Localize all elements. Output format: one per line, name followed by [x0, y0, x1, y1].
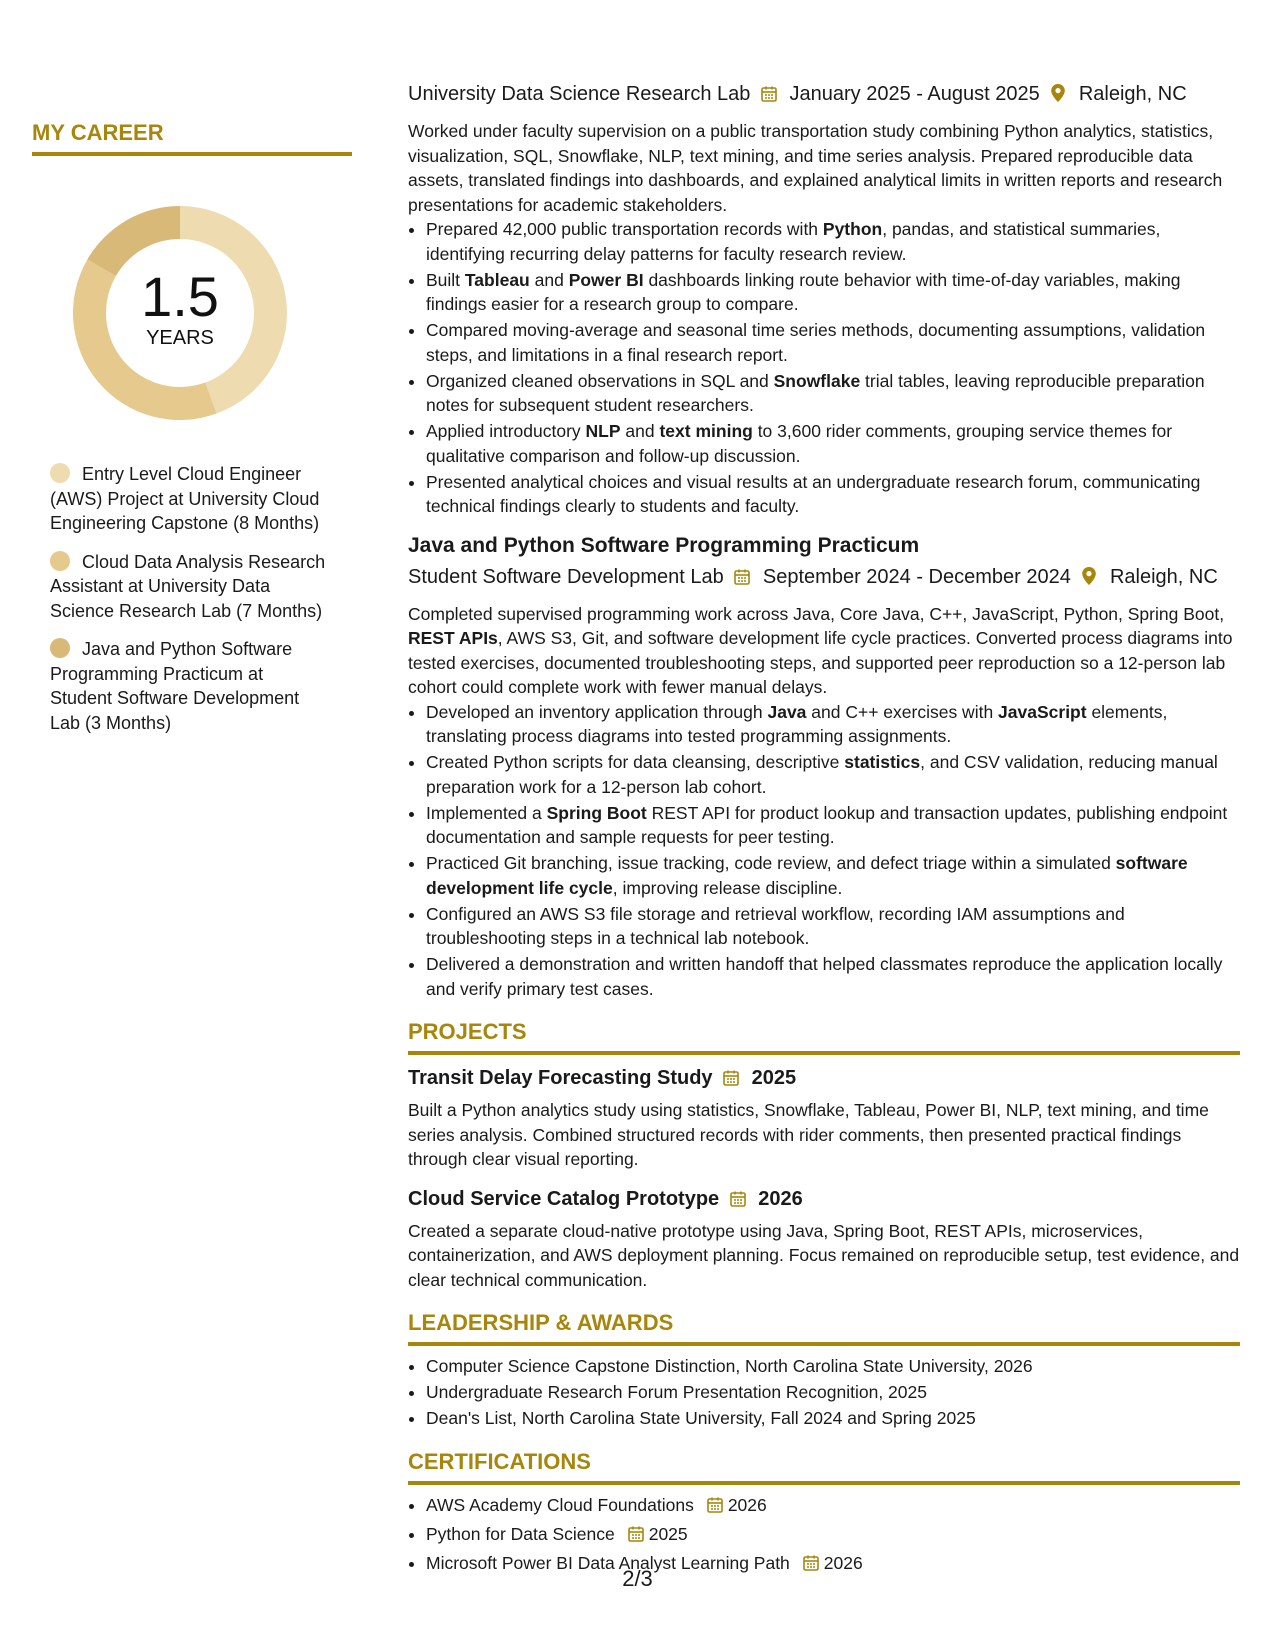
text: Prepared 42,000 public transportation records with [426, 219, 823, 239]
bullet: • Presented analytical choices and visual results at an undergraduate research forum, communicating technical findings clearly to students and faculty. [426, 470, 1240, 519]
role1-meta [408, 78, 1240, 113]
text: Completed supervised programming work across Java, Core Java, C++, JavaScript, Python, Spring Boot, [408, 603, 1225, 624]
project-title: Transit Delay Forecasting Study [408, 1067, 713, 1089]
bold-text: Tableau [464, 269, 530, 290]
bullet [426, 851, 1240, 900]
cert-year: 2025 [648, 1523, 688, 1544]
legend-item [50, 637, 330, 735]
bullet [426, 700, 1240, 749]
text: Organized cleaned observations in SQL and [426, 370, 774, 391]
project-desc: Created a separate cloud-native prototype using Java, Spring Boot, REST APIs, microservices, containerization, and AWS deployment planning. Focus remained on reproducible setup, test evidence, and clear technical communication. [408, 1220, 1240, 1290]
donut-center [65, 265, 295, 350]
bullet [426, 369, 1240, 418]
role2-org: Student Software Development Lab [408, 565, 724, 588]
text: Built [426, 269, 465, 290]
cert-name: Microsoft Power BI Data Analyst Learning Path [426, 1552, 790, 1573]
project-year: 2026 [758, 1187, 803, 1210]
bold-text: JavaScript [998, 701, 1087, 722]
text: , AWS S3, Git, and software development life cycle practices. Converted process diagrams into tested exercises, documented troubleshooting steps, and supported peer reproduction so a 12-person lab cohort could complete work with fewer manual delays. [408, 628, 1233, 697]
bold-text: Java [767, 701, 807, 722]
text: Implemented a [426, 802, 547, 823]
role1-summary: Worked under faculty supervision on a public transportation study combining Python analytics, statistics, visualization, SQL, Snowflake, NLP, text mining, and time series analysis. Prepared reproducible data assets, translated findings into dashboards, and explained analytical limits in written reports and research presentations for academic stakeholders. [408, 121, 1223, 215]
years-unit: YEARS [146, 327, 214, 349]
cert-item [426, 1522, 1240, 1550]
calendar-icon [733, 564, 751, 596]
text: and [529, 269, 569, 290]
legend-dot-3 [50, 638, 70, 658]
role1-bullets [408, 217, 1240, 519]
text: Practiced Git branching, issue tracking, code review, and defect triage within a simulated [426, 853, 1116, 873]
calendar-icon [627, 1525, 645, 1550]
role2-bullets [408, 700, 1240, 1002]
role2-meta [408, 561, 1240, 596]
text: REST API for product lookup and transaction updates, publishing endpoint documentation and sample requests for peer testing. [426, 802, 1228, 847]
projects-heading: PROJECTS [408, 1017, 1240, 1055]
bullet [426, 750, 1240, 799]
bullet: • Delivered a demonstration and written handoff that helped classmates reproduce the application locally and verify primary test cases. [426, 952, 1240, 1001]
leadership-heading: LEADERSHIP & AWARDS [408, 1308, 1240, 1346]
project-title: Cloud Service Catalog Prototype [408, 1187, 720, 1210]
sidebar [32, 118, 352, 749]
role1-dates: January 2025 - August 2025 [789, 83, 1040, 105]
text: elements, translating process diagrams into tested programming assignments. [426, 701, 1168, 746]
bold-text: Power BI [568, 269, 644, 290]
calendar-icon [760, 81, 778, 113]
role2-dates: September 2024 - December 2024 [762, 565, 1071, 588]
calendar-icon [729, 1187, 747, 1217]
project-year: 2025 [751, 1067, 797, 1089]
career-donut-chart [65, 198, 295, 428]
text: to 3,600 rider comments, grouping service themes for qualitative comparison and follow-up discussion. [426, 421, 1173, 466]
leadership-item: • Computer Science Capstone Distinction, North Carolina State University, 2026 [426, 1354, 1240, 1379]
project-desc: Built a Python analytics study using statistics, Snowflake, Tableau, Power BI, NLP, text mining, and time series analysis. Combined structured records with rider comments, then presented practical findings through clear visual reporting. [408, 1100, 1209, 1169]
calendar-icon [722, 1066, 740, 1096]
bullet [426, 268, 1240, 317]
legend-dot-1 [50, 463, 70, 483]
legend-label: Entry Level Cloud Engineer (AWS) Project at University Cloud Engineering Capstone (8 Months) [50, 464, 320, 533]
main-content [408, 78, 1240, 1580]
certifications-heading: CERTIFICATIONS [408, 1447, 1240, 1485]
text: , improving release discipline. [612, 877, 843, 898]
bold-text: Python [822, 219, 883, 239]
cert-year: 2026 [823, 1552, 863, 1573]
bold-text: text mining [659, 421, 753, 441]
map-pin-icon [1080, 564, 1098, 596]
project-title-line [408, 1184, 1240, 1217]
leadership-item: • Undergraduate Research Forum Presentation Recognition, 2025 [426, 1380, 1240, 1405]
text: Developed an inventory application through [426, 701, 768, 722]
calendar-icon [706, 1496, 724, 1521]
bullet [426, 801, 1240, 850]
text: dashboards linking route behavior with time-of-day variables, making findings easier for a research group to compare. [426, 269, 1181, 314]
text: Created Python scripts for data cleansing, descriptive [426, 752, 845, 772]
legend-dot-2 [50, 551, 70, 571]
leadership-item: • Dean's List, North Carolina State University, Fall 2024 and Spring 2025 [426, 1406, 1240, 1431]
cert-year: 2026 [727, 1494, 767, 1515]
legend-item [50, 462, 330, 536]
bullet: • Compared moving-average and seasonal time series methods, documenting assumptions, validation steps, and limitations in a final research report. [426, 318, 1240, 367]
text: , and CSV validation, reducing manual preparation work for a 12-person lab cohort. [426, 752, 1218, 797]
project-1 [408, 1063, 1240, 1172]
text: , pandas, and statistical summaries, identifying recurring delay patterns for faculty research review. [426, 219, 1161, 264]
bold-text: software development life cycle [426, 853, 1188, 898]
career-legend [32, 462, 352, 735]
legend-label: Java and Python Software Programming Practicum at Student Software Development Lab (3 Months) [50, 639, 300, 733]
project-2 [408, 1184, 1240, 1293]
legend-item [50, 550, 330, 624]
cert-item [426, 1493, 1240, 1521]
text: and [620, 421, 660, 441]
bold-text: Snowflake [773, 370, 861, 391]
page-number: 2/3 [622, 1566, 653, 1591]
role1-location: Raleigh, NC [1078, 83, 1187, 105]
years-number: 1.5 [141, 265, 219, 328]
bold-text: Spring Boot [546, 802, 647, 823]
cert-name: AWS Academy Cloud Foundations [426, 1494, 694, 1515]
cert-name: Python for Data Science [426, 1523, 615, 1544]
bullet [426, 419, 1240, 468]
role1-org: University Data Science Research Lab [408, 83, 751, 105]
career-heading: MY CAREER [32, 118, 352, 156]
bullet: • Configured an AWS S3 file storage and retrieval workflow, recording IAM assumptions and troubleshooting steps in a technical lab notebook. [426, 902, 1240, 951]
role2-title: Java and Python Software Programming Practicum [408, 533, 920, 557]
bold-text: REST APIs [408, 628, 498, 648]
bold-text: statistics [844, 752, 921, 772]
bullet [426, 217, 1240, 266]
text: trial tables, leaving reproducible preparation notes for subsequent student researchers. [426, 370, 1205, 415]
role2-location: Raleigh, NC [1109, 565, 1218, 588]
role2-summary [408, 602, 1240, 700]
text: and C++ exercises with [806, 701, 999, 722]
legend-label: Cloud Data Analysis Research Assistant at University Data Science Research Lab (7 Months) [50, 551, 326, 621]
text: Applied introductory [426, 421, 586, 441]
leadership-list [408, 1354, 1240, 1431]
bold-text: NLP [585, 421, 621, 441]
project-title-line [408, 1063, 1240, 1096]
map-pin-icon [1049, 81, 1067, 113]
